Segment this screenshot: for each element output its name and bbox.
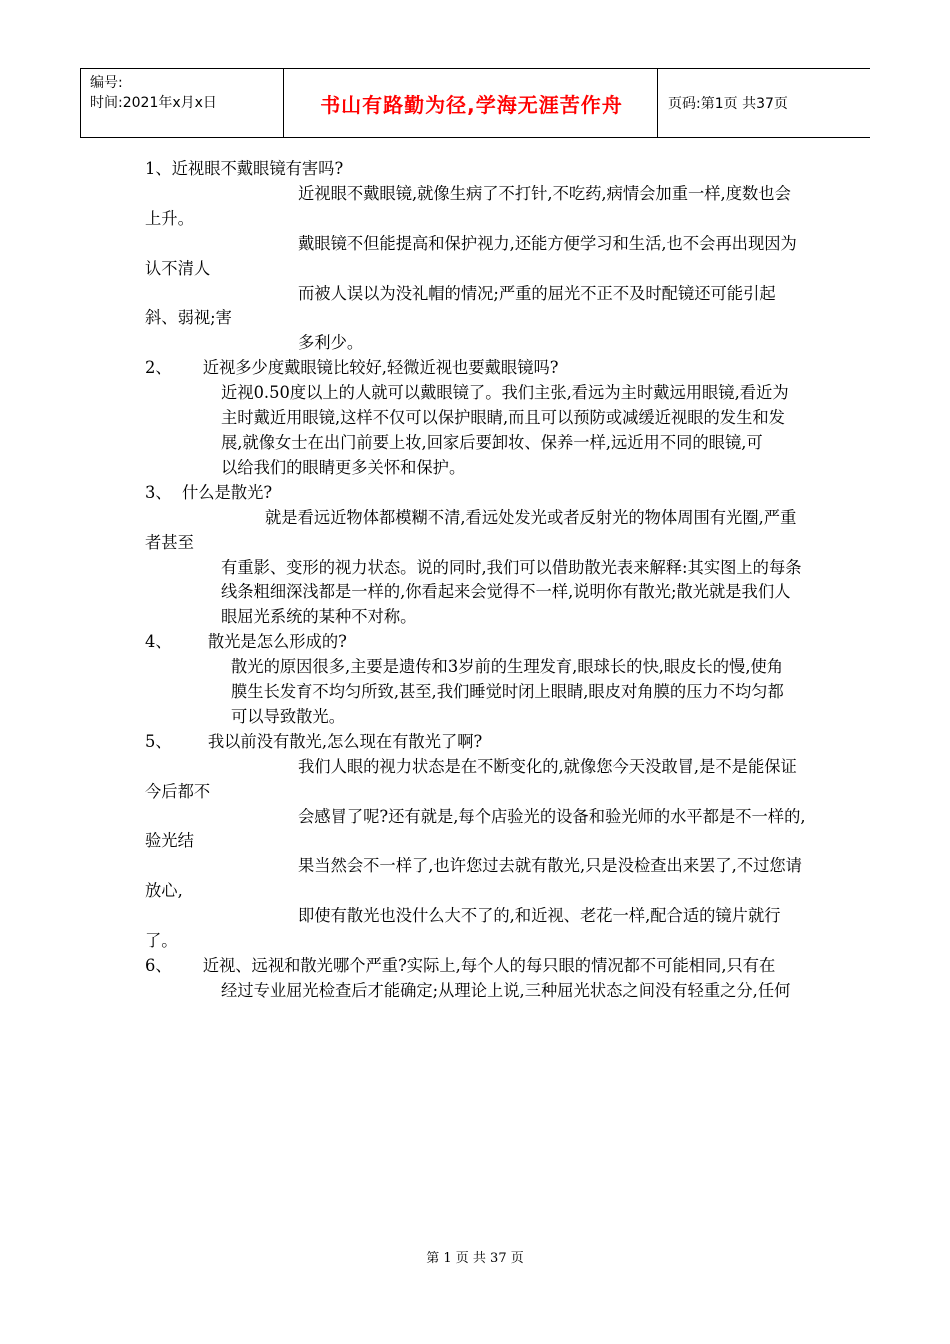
paragraph: 我们人眼的视力状态是在不断变化的,就像您今天没敢冒,是不是能保证今后都不 [145, 756, 797, 801]
paragraph: 展,就像女士在出门前要上妆,回家后要卸妆、保养一样,远近用不同的眼镜,可 [221, 432, 763, 452]
header-divider-1 [283, 69, 284, 137]
paragraph: 2、 近视多少度戴眼镜比较好,轻微近视也要戴眼镜吗? [145, 358, 559, 378]
paragraph: 经过专业屈光检查后才能确定;从理论上说,三种屈光状态之间没有轻重之分,任何 [221, 980, 791, 1000]
paragraph: 3、 什么是散光? [145, 482, 273, 502]
paragraph: 主时戴近用眼镜,这样不仅可以保护眼睛,而且可以预防或减缓近视眼的发生和发 [221, 408, 785, 428]
paragraph: 散光的原因很多,主要是遗传和3岁前的生理发育,眼球长的快,眼皮长的慢,使角 [231, 657, 784, 677]
page-info: 页码:第1页 共37页 [668, 96, 788, 112]
paragraph: 会感冒了呢?还有就是,每个店验光的设备和验光师的水平都是不一样的,验光结 [145, 806, 806, 851]
paragraph: 多利少。 [298, 333, 364, 353]
paragraph: 有重影、变形的视力状态。说的同时,我们可以借助散光表来解释:其实图上的每条 [221, 557, 802, 577]
paragraph: 戴眼镜不但能提高和保护视力,还能方便学习和生活,也不会再出现因为认不清人 [145, 233, 797, 278]
paragraph: 1、近视眼不戴眼镜有害吗? [145, 159, 344, 178]
page-footer: 第 1 页 共 37 页 [426, 1251, 524, 1266]
document-body [145, 157, 807, 1004]
header-left-cell [90, 73, 217, 113]
paragraph: 果当然会不一样了,也许您过去就有散光,只是没检查出来罢了,不过您请放心, [145, 856, 802, 901]
date-label: 时间:2021年x月x日 [90, 95, 217, 111]
paragraph: 6、 近视、远视和散光哪个严重?实际上,每个人的每只眼的情况都不可能相同,只有在 [145, 956, 776, 975]
code-label: 编号: [90, 75, 123, 91]
paragraph: 即使有散光也没什么大不了的,和近视、老花一样,配合适的镜片就行了。 [145, 906, 781, 951]
header-table [80, 68, 870, 138]
motto: 书山有路勤为径,学海无涯苦作舟 [320, 92, 623, 117]
paragraph: 而被人误以为没礼帽的情况;严重的屈光不正不及时配镜还可能引起斜、弱视;害 [145, 283, 776, 328]
paragraph: 近视眼不戴眼镜,就像生病了不打针,不吃药,病情会加重一样,度数也会上升。 [145, 183, 791, 228]
paragraph: 4、 散光是怎么形成的? [145, 632, 347, 652]
paragraph: 近视0.50度以上的人就可以戴眼镜了。我们主张,看远为主时戴远用眼镜,看近为 [221, 383, 789, 403]
paragraph: 就是看远近物体都模糊不清,看远处发光或者反射光的物体周围有光圈,严重者甚至 [145, 507, 797, 552]
paragraph: 线条粗细深浅都是一样的,你看起来会觉得不一样,说明你有散光;散光就是我们人 [221, 582, 791, 602]
header-left-border [80, 69, 81, 137]
paragraph: 以给我们的眼睛更多关怀和保护。 [221, 457, 466, 477]
paragraph: 膜生长发育不均匀所致,甚至,我们睡觉时闭上眼睛,眼皮对角膜的压力不均匀都 [231, 682, 784, 702]
paragraph: 可以导致散光。 [231, 706, 345, 726]
paragraph: 眼屈光系统的某种不对称。 [221, 607, 417, 627]
paragraph: 5、 我以前没有散光,怎么现在有散光了啊? [145, 731, 483, 751]
